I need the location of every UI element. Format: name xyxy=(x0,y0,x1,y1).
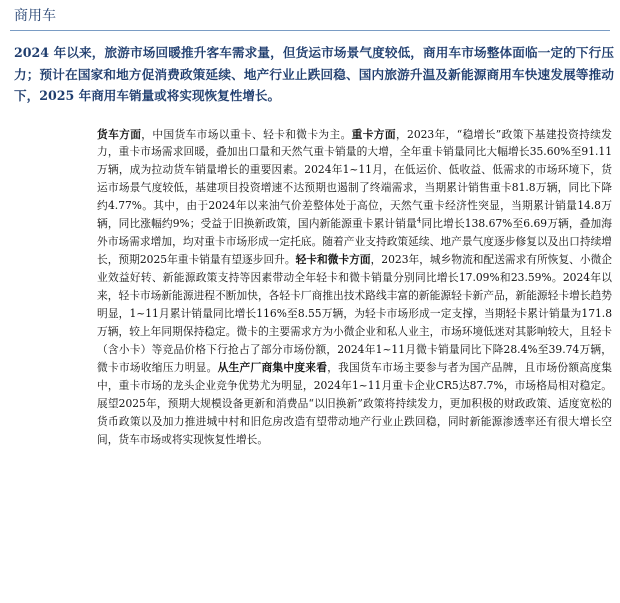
heavy-truck-label: 重卡方面 xyxy=(351,127,396,141)
concentration-text: ，我国货车市场主要参与者为国产品牌，且市场份额高度集中，重卡市场的龙头企业竞争优势尤为明显，2024年1~11月重卡企业CR5达87.7%，市场格局相对稳定。展望2025年，预期大规模设备更新和消费品“以旧换新”政策将持续发力，更加积极的财政政策、适度宽松的货币政策以及加力推进城中村和旧危房改造有望带动地产行业止跌回稳，同时新能源渗透率还有很大增长空间，货车市场或将实现恢复性增长。 xyxy=(97,360,612,446)
heavy-truck-text-cont: 同比增长138.67%至6.69万辆，叠加海外市场需求增加，均对重卡市场形成一定托底。随着产业支持政策延续、地产景气度逐步修复以及出口持续增长，预期2025年重卡销量有望逐步回升。 xyxy=(97,217,612,267)
light-micro-truck-label: 轻卡和微卡方面 xyxy=(295,253,371,267)
section-header xyxy=(10,0,610,31)
concentration-label: 从生产厂商集中度来看 xyxy=(217,360,328,374)
heavy-truck-text: ，2023年，“稳增长”政策下基建投资持续发力，重卡市场需求回暖，叠加出口量和天然气重卡销量的大增，全年重卡销量同比大幅增长35.60%至91.11万辆，成为拉动货车销量增长的重要因素。2024年1~11月，在低运价、低收益、低需求的市场环境下，货运市场景气度较低，基建项目投资增速不达预期也遏制了终端需求，当期累计销售重卡81.8万辆，同比下降约4.77%。其中，由于2024年以来油气价差整体处于高位，天然气重卡经济性突显，当期累计销量14.8万辆，同比涨幅约9%；受益于旧换新政策，国内新能源重卡累计销量 xyxy=(97,127,612,231)
summary-paragraph: 2024 年以来，旅游市场回暖推升客车需求量，但货运市场景气度较低，商用车市场整体面临一定的下行压力；预计在国家和地方促消费政策延续、地产行业止跌回稳、国内旅游升温及新能源商用车快速发展等推动下，2025 年商用车销量或将实现恢复性增长。 xyxy=(14,45,614,103)
truck-text: ，中国货车市场以重卡、轻卡和微卡为主。 xyxy=(141,127,352,141)
light-micro-truck-text: ，2023年，城乡物流和配送需求有所恢复、小微企业效益好转、新能源政策支持等因素带动全年轻卡和微卡销量分别同比增长17.09%和23.59%。2024年以来，轻卡市场新能源进程不断加快，各轻卡厂商推出技术路线丰富的新能源轻卡新产品，新能源轻卡增长趋势明显，1~11月累计销量同比增长116%至8.55万辆，为轻卡市场形成一定支撑，当期轻卡累计销量为171.8万辆，较上年同期保持稳定。微卡的主要需求方为小微企业和私人业主，市场环境低迷对其影响较大，且轻卡（含小卡）等竞品价格下行抢占了部分市场份额，2024年1~11月微卡销量同比下降28.4%至39.74万辆，微卡市场收缩压力明显。 xyxy=(97,253,612,374)
truck-label: 货车方面 xyxy=(97,127,142,141)
section-title: 商用车 xyxy=(14,8,56,24)
footnote-marker[interactable]: 4 xyxy=(416,216,422,225)
body-paragraph xyxy=(97,126,612,449)
